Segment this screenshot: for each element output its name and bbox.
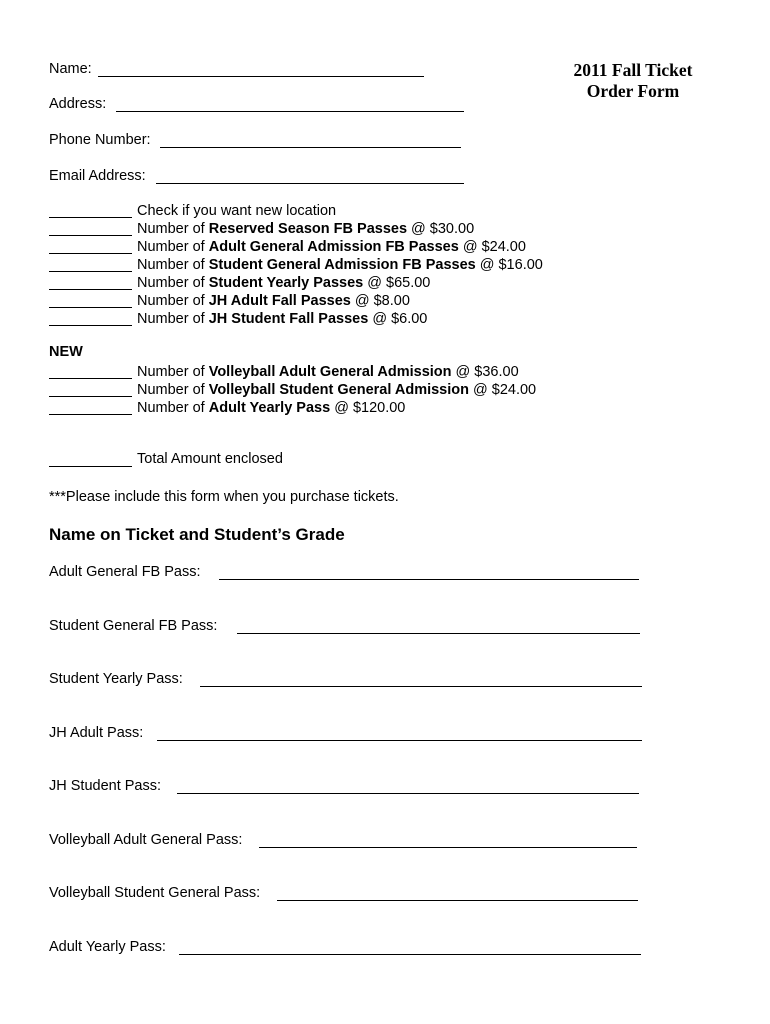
ticket-label-jh-student: JH Student Pass: — [49, 778, 162, 794]
option-student-general-fb — [137, 256, 543, 274]
total-amount-blank[interactable] — [49, 466, 132, 467]
option-price: @ $24.00 — [468, 382, 537, 398]
ticket-label-volleyball-student: Volleyball Student General Pass: — [49, 885, 261, 901]
email-label: Email Address: — [49, 168, 146, 184]
jh-student-fall-blank[interactable] — [49, 325, 132, 326]
volleyball-student-blank[interactable] — [49, 396, 132, 397]
option-text: Number of — [137, 311, 209, 327]
option-new-location — [137, 202, 336, 220]
tickets-section-heading: Name on Ticket and Student’s Grade — [49, 525, 345, 544]
jh-adult-fall-blank[interactable] — [49, 307, 132, 308]
ticket-label-jh-adult: JH Adult Pass: — [49, 725, 144, 741]
volleyball-adult-blank[interactable] — [49, 378, 132, 379]
option-bold: Adult General Admission FB Passes — [208, 239, 459, 255]
ticket-label-student-yearly: Student Yearly Pass: — [49, 671, 183, 687]
ticket-line-jh-student[interactable] — [177, 793, 639, 794]
option-bold: Student Yearly Passes — [208, 275, 364, 291]
name-input-line[interactable] — [98, 76, 424, 77]
option-price: @ $24.00 — [458, 239, 526, 255]
option-text: Number of — [137, 400, 209, 416]
option-price: @ $36.00 — [451, 364, 519, 380]
option-bold: Student General Admission FB Passes — [208, 257, 476, 273]
phone-label: Phone Number: — [49, 132, 151, 148]
option-text: Number of — [137, 364, 209, 380]
option-price: @ $16.00 — [475, 257, 543, 273]
address-label: Address: — [49, 96, 107, 112]
option-price: @ $120.00 — [330, 400, 406, 416]
option-text: Number of — [137, 257, 209, 273]
option-bold: JH Adult Fall Passes — [208, 293, 351, 309]
option-reserved-season-fb — [137, 220, 474, 238]
option-price: @ $6.00 — [368, 311, 428, 327]
option-price: @ $30.00 — [407, 221, 475, 237]
adult-general-fb-blank[interactable] — [49, 253, 132, 254]
option-bold: Adult Yearly Pass — [208, 400, 331, 416]
ticket-line-student-general-fb[interactable] — [237, 633, 640, 634]
ticket-label-adult-general-fb: Adult General FB Pass: — [49, 564, 201, 580]
option-text: Number of — [137, 239, 209, 255]
option-bold: Reserved Season FB Passes — [208, 221, 408, 237]
ticket-line-jh-adult[interactable] — [157, 740, 642, 741]
ticket-label-adult-yearly: Adult Yearly Pass: — [49, 939, 166, 955]
option-text: Number of — [137, 293, 209, 309]
ticket-line-adult-general-fb[interactable] — [219, 579, 639, 580]
phone-input-line[interactable] — [160, 147, 461, 148]
form-title-line-2: Order Form — [586, 81, 680, 101]
option-bold: Volleyball Adult General Admission — [208, 364, 452, 380]
new-heading: NEW — [49, 344, 83, 360]
address-input-line[interactable] — [116, 111, 464, 112]
adult-yearly-blank[interactable] — [49, 414, 132, 415]
option-jh-student-fall — [137, 310, 427, 328]
option-text: Number of — [137, 221, 209, 237]
option-adult-yearly — [137, 399, 405, 417]
email-input-line[interactable] — [156, 183, 464, 184]
form-title-line-1: 2011 Fall Ticket — [573, 60, 693, 80]
ticket-label-student-general-fb: Student General FB Pass: — [49, 618, 218, 634]
option-text: Number of — [137, 382, 209, 398]
option-jh-adult-fall — [137, 292, 410, 310]
option-student-yearly — [137, 274, 430, 292]
instructions-note: ***Please include this form when you purchase tickets. — [49, 489, 399, 505]
option-price: @ $65.00 — [363, 275, 431, 291]
ticket-line-volleyball-student[interactable] — [277, 900, 638, 901]
option-bold: JH Student Fall Passes — [208, 311, 369, 327]
student-general-fb-blank[interactable] — [49, 271, 132, 272]
option-volleyball-student — [137, 381, 536, 399]
option-price: @ $8.00 — [350, 293, 410, 309]
option-text: Number of — [137, 275, 209, 291]
student-yearly-blank[interactable] — [49, 289, 132, 290]
option-text: Check if you want new location — [137, 203, 337, 219]
new-location-blank[interactable] — [49, 217, 132, 218]
option-volleyball-adult — [137, 363, 519, 381]
option-adult-general-fb — [137, 238, 526, 256]
form-title — [548, 60, 718, 102]
name-label: Name: — [49, 61, 92, 77]
total-amount-label: Total Amount enclosed — [137, 451, 283, 467]
ticket-line-student-yearly[interactable] — [200, 686, 642, 687]
option-bold: Volleyball Student General Admission — [208, 382, 469, 398]
ticket-line-adult-yearly[interactable] — [179, 954, 641, 955]
reserved-season-fb-blank[interactable] — [49, 235, 132, 236]
ticket-label-volleyball-adult: Volleyball Adult General Pass: — [49, 832, 243, 848]
ticket-line-volleyball-adult[interactable] — [259, 847, 637, 848]
